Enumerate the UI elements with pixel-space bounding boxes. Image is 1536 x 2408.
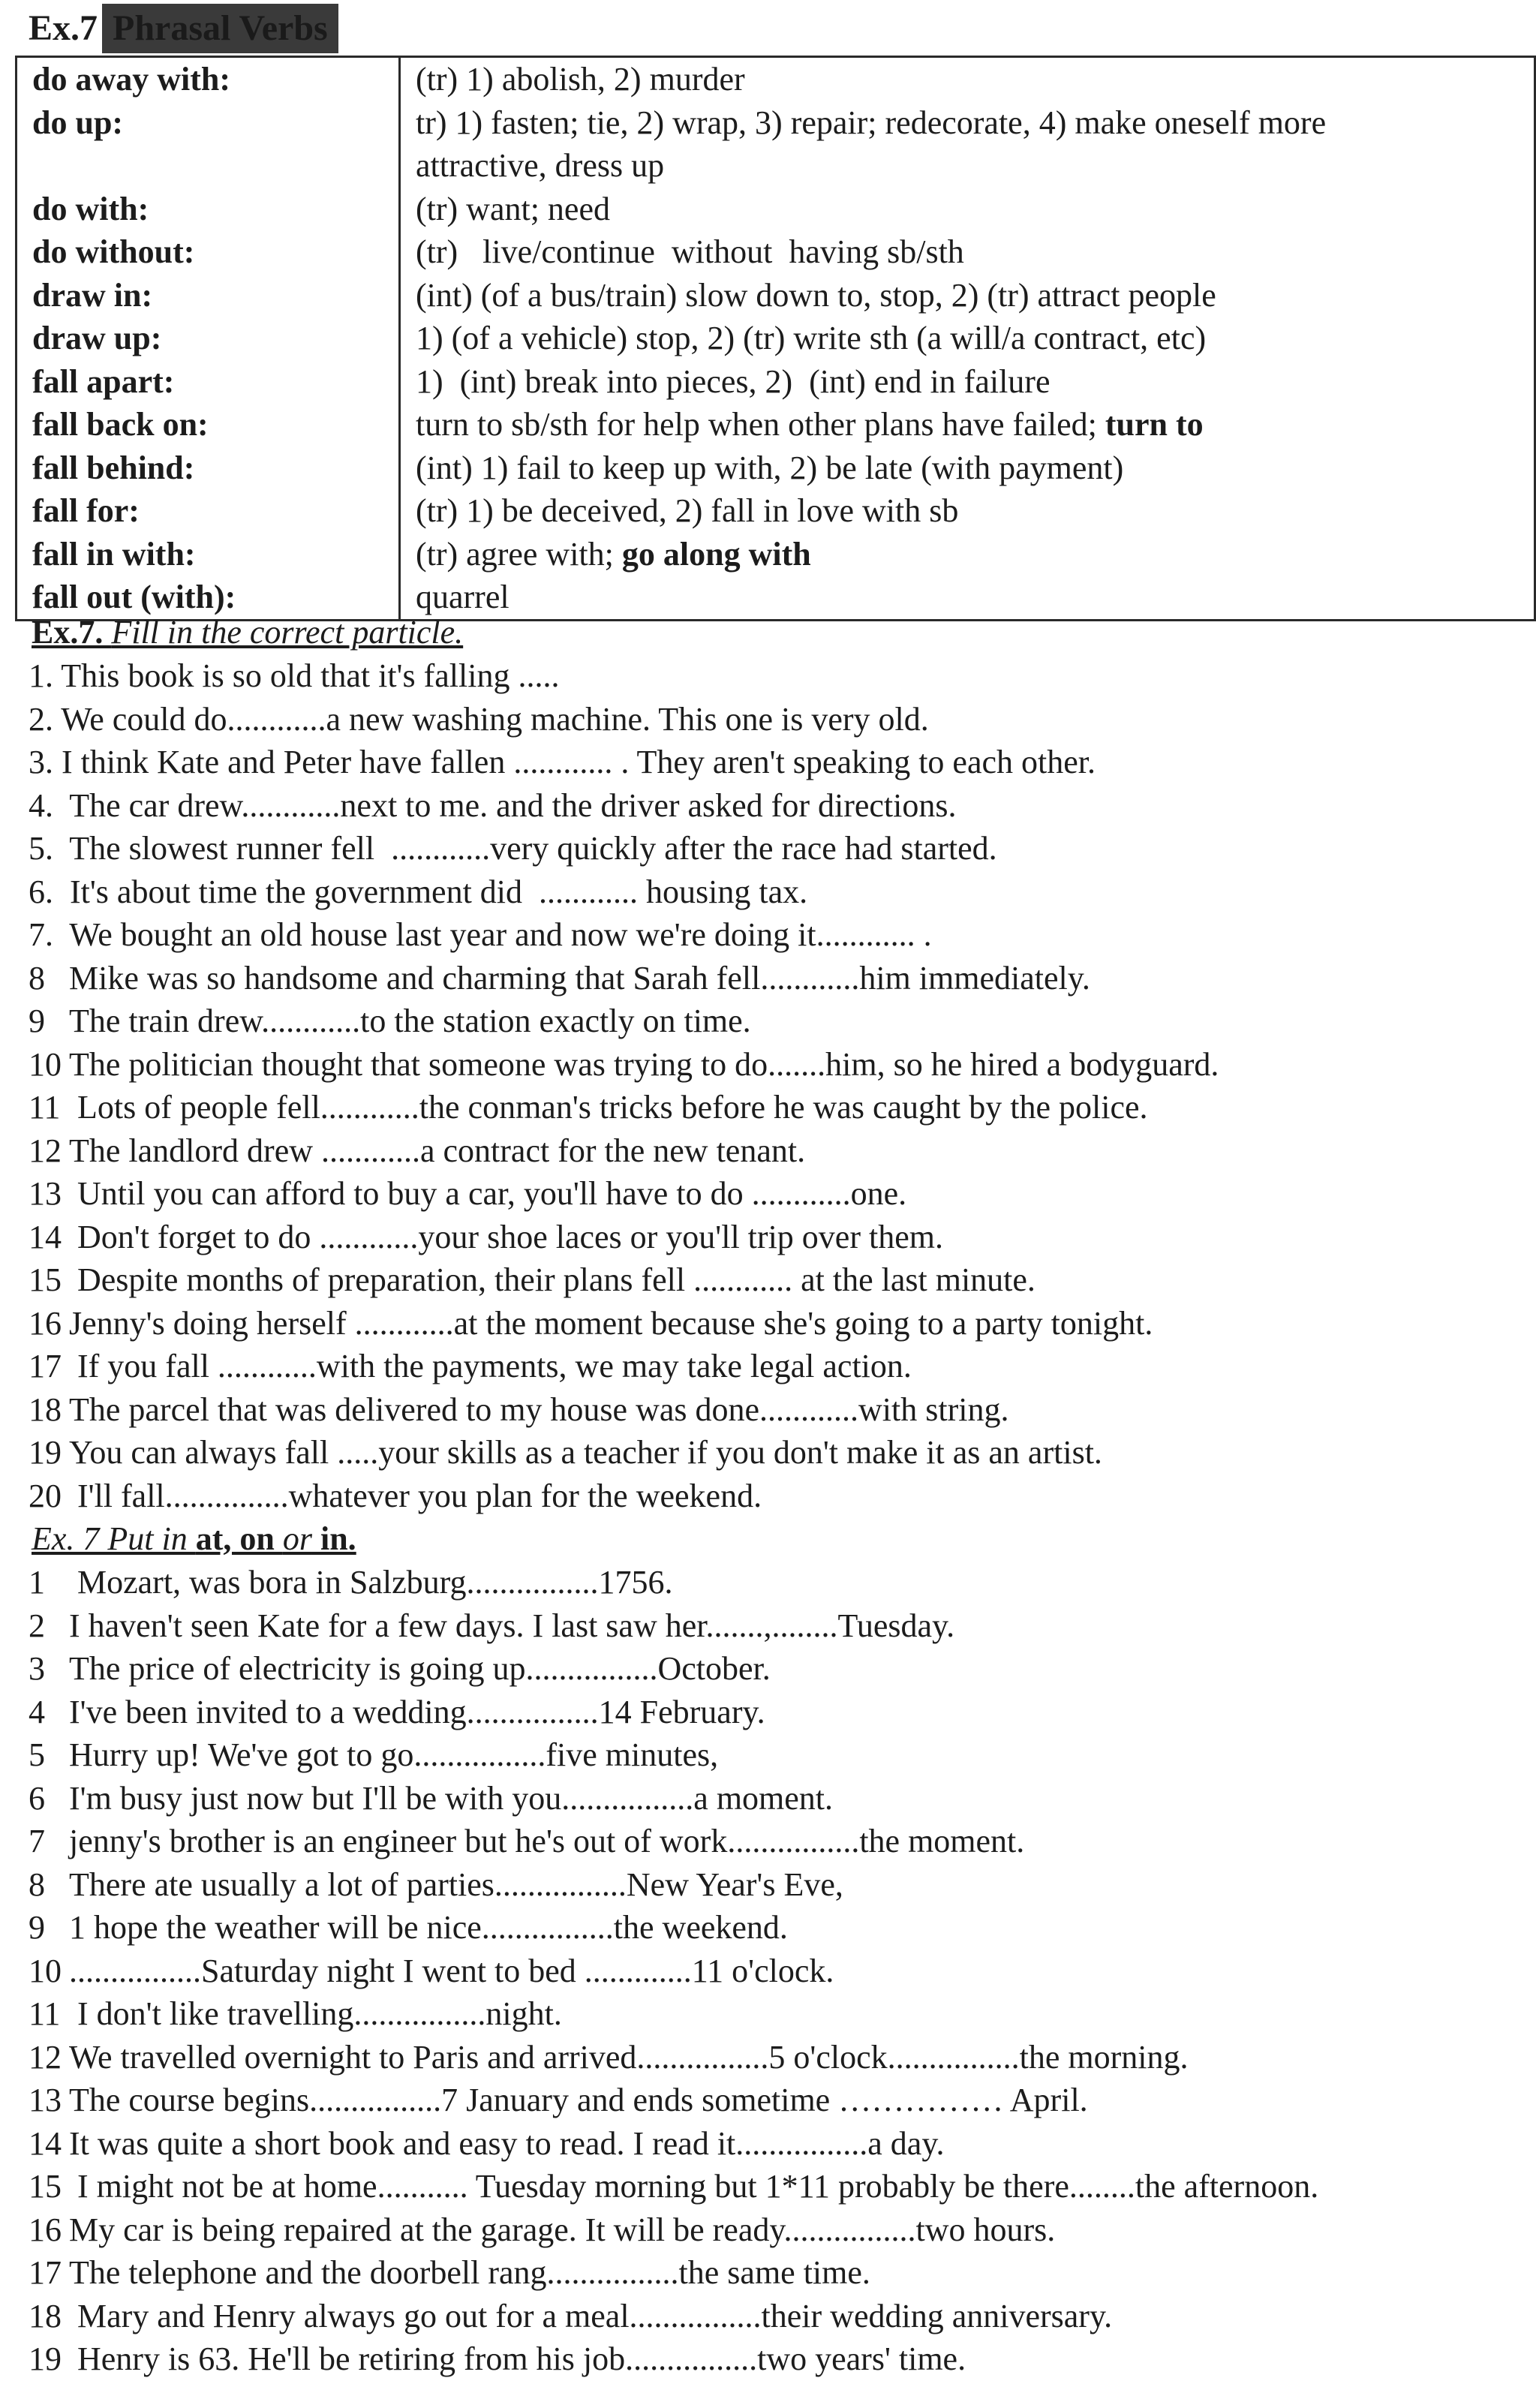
item-sentence: Mozart, was bora in Salzburg................1756. — [69, 1564, 673, 1601]
item-sentence: I might not be at home........... Tuesday morning but 1*11 probably be there........the afternoon. — [69, 2168, 1319, 2205]
verb-term: do away with: — [32, 61, 231, 98]
item-number: 3 — [29, 1650, 45, 1687]
item-sentence: Don't forget to do ............your shoe laces or you'll trip over them. — [69, 1218, 943, 1255]
item-number: 13 — [29, 1175, 62, 1212]
verb-definition-line — [416, 489, 1534, 533]
item-sentence: It was quite a short book and easy to read. I read it................a day. — [69, 2124, 945, 2162]
item-number: 16 — [29, 1304, 62, 1342]
item-sentence: You can always fall .....your skills as a teacher if you don't make it as an artist. — [69, 1434, 1102, 1471]
verb-definition-line — [416, 533, 1534, 576]
item-sentence: There ate usually a lot of parties................New Year's Eve, — [69, 1865, 843, 1903]
verb-term: fall out (with): — [32, 579, 236, 615]
item-sentence: The telephone and the doorbell rang................the same time. — [69, 2254, 870, 2291]
list-item — [29, 957, 1529, 1000]
verb-definition-line — [416, 576, 1534, 619]
list-item — [29, 1302, 1529, 1345]
verb-term: fall apart: — [32, 362, 175, 400]
item-sentence: jenny's brother is an engineer but he's out of work................the moment. — [69, 1823, 1025, 1859]
verb-term: fall behind: — [32, 449, 195, 486]
item-sentence: I've been invited to a wedding................14 February. — [69, 1693, 765, 1730]
definition-text: (tr) agree with; — [416, 535, 622, 573]
verb-term: fall in with: — [32, 535, 196, 573]
definition-text: turn to sb/sth for help when other plans have failed; — [416, 406, 1105, 443]
page-heading — [29, 3, 338, 54]
verb-definition-line — [416, 446, 1534, 490]
list-item — [29, 698, 1529, 741]
item-number: 15 — [29, 2168, 62, 2205]
item-number: 10 — [29, 1045, 62, 1083]
list-item — [29, 2165, 1529, 2208]
verb-term: do with: — [32, 190, 149, 227]
definition-text: 1) (int) break into pieces, 2) (int) end in failure — [416, 362, 1051, 400]
exercise-2-title-bold: at, on — [195, 1520, 283, 1557]
definition-text: quarrel — [416, 579, 509, 615]
item-number: 11 — [29, 1089, 61, 1126]
list-item — [29, 1000, 1529, 1043]
list-item — [29, 1604, 1529, 1648]
definition-text: (int) 1) fail to keep up with, 2) be late (with payment) — [416, 449, 1124, 486]
item-sentence: 6. It's about time the government did ............ housing tax. — [29, 873, 808, 910]
verb-definition-line — [416, 274, 1534, 317]
item-number: 6 — [29, 1779, 45, 1817]
list-item — [29, 1043, 1529, 1087]
item-number: 13 — [29, 2082, 62, 2118]
item-number: 8 — [29, 1865, 45, 1903]
item-number: 15 — [29, 1261, 62, 1298]
item-number: 9 — [29, 1909, 45, 1946]
item-sentence: Lots of people fell............the conman's tricks before he was caught by the police. — [69, 1089, 1148, 1126]
list-item — [29, 870, 1529, 914]
item-number: 19 — [29, 2340, 62, 2377]
item-number: 18 — [29, 1390, 62, 1428]
item-sentence: 5. The slowest runner fell ............very quickly after the race had started. — [29, 830, 997, 867]
item-sentence: Mike was so handsome and charming that Sarah fell............him immediately. — [69, 959, 1090, 997]
verb-term: fall for: — [32, 492, 140, 529]
heading-banner: Phrasal Verbs — [102, 4, 338, 53]
item-number: 11 — [29, 1995, 61, 2032]
verb-definition-line — [416, 230, 1534, 274]
definition-text: 1) (of a vehicle) stop, 2) (tr) write sth (a will/a contract, etc) — [416, 320, 1207, 356]
exercise-1-title — [32, 611, 463, 654]
item-number: 8 — [29, 959, 45, 997]
list-item — [29, 827, 1529, 870]
item-sentence: Despite months of preparation, their plans fell ............ at the last minute. — [69, 1261, 1036, 1298]
list-item — [29, 1992, 1529, 2036]
item-sentence: 1 hope the weather will be nice................the weekend. — [69, 1909, 788, 1946]
item-number: 4 — [29, 1693, 45, 1730]
verb-definition-line — [416, 58, 1534, 101]
item-number: 18 — [29, 2297, 62, 2334]
verb-term: fall back on: — [32, 406, 209, 443]
list-item — [29, 2295, 1529, 2338]
definition-text: (tr) live/continue without having sb/sth — [416, 233, 964, 270]
item-sentence: The landlord drew ............a contract for the new tenant. — [69, 1132, 806, 1169]
list-item — [29, 1216, 1529, 1259]
verb-definition-line — [416, 188, 1534, 231]
definition-text: (tr) want; need — [416, 190, 610, 227]
item-sentence: 7. We bought an old house last year and now we're doing it............ . — [29, 916, 932, 953]
item-sentence: Until you can afford to buy a car, you'll have to do ............one. — [69, 1175, 907, 1212]
item-sentence: The price of electricity is going up................October. — [69, 1650, 771, 1687]
item-sentence: I haven't seen Kate for a few days. I last saw her.......,........Tuesday. — [69, 1607, 955, 1644]
definitions-column — [400, 57, 1535, 621]
verb-definition-line — [416, 101, 1534, 145]
exercise-2-title-prefix: Ex. 7 Put in — [32, 1520, 196, 1557]
exercise-2-title-or: or — [282, 1520, 312, 1557]
item-sentence: The politician thought that someone was trying to do.......him, so he hired a bodyguard. — [69, 1045, 1219, 1083]
phrasal-verbs-table — [15, 56, 1536, 621]
list-item — [29, 1777, 1529, 1820]
item-sentence: Henry is 63. He'll be retiring from his job................two years' time. — [69, 2340, 966, 2377]
list-item — [29, 1172, 1529, 1216]
exercise-1-list — [29, 654, 1529, 1517]
list-item — [29, 784, 1529, 828]
verb-term: do up: — [32, 104, 124, 141]
list-item — [29, 1431, 1529, 1475]
item-number: 9 — [29, 1003, 45, 1039]
item-number: 12 — [29, 1132, 62, 1169]
definition-text: (tr) 1) abolish, 2) murder — [416, 61, 745, 98]
exercise-2-list — [29, 1561, 1529, 2381]
list-item — [29, 654, 1529, 698]
item-number: 12 — [29, 2038, 62, 2076]
item-number: 1 — [29, 1564, 45, 1601]
list-item — [29, 2251, 1529, 2295]
verb-definition-line — [416, 317, 1534, 360]
exercise-1-title-prefix: Ex.7. — [32, 614, 112, 651]
list-item — [29, 1950, 1529, 1993]
list-item — [29, 2208, 1529, 2252]
verb-term: do without: — [32, 233, 195, 270]
list-item — [29, 1647, 1529, 1691]
exercise-label: Ex.7 — [29, 8, 98, 49]
definition-text: attractive, dress up — [416, 147, 665, 184]
item-number: 17 — [29, 2254, 62, 2291]
exercise-2-title — [32, 1517, 356, 1561]
list-item — [29, 1906, 1529, 1950]
list-item — [29, 2337, 1529, 2381]
item-sentence: We travelled overnight to Paris and arrived................5 o'clock................the morning. — [69, 2038, 1189, 2076]
item-number: 14 — [29, 1218, 62, 1255]
list-item — [29, 741, 1529, 784]
definition-text: (int) (of a bus/train) slow down to, stop, 2) (tr) attract people — [416, 276, 1216, 314]
item-number: 10 — [29, 1952, 62, 1989]
item-number: 17 — [29, 1348, 62, 1384]
item-number: 5 — [29, 1736, 45, 1773]
item-number: 16 — [29, 2211, 62, 2248]
item-sentence: Mary and Henry always go out for a meal................their wedding anniversary. — [69, 2297, 1113, 2334]
list-item — [29, 1561, 1529, 1604]
item-sentence: The parcel that was delivered to my house was done............with string. — [69, 1390, 1009, 1428]
verb-definition-line — [416, 403, 1534, 446]
table-row — [17, 57, 1535, 621]
terms-column — [17, 57, 400, 621]
list-item — [29, 1733, 1529, 1777]
item-sentence: 2. We could do............a new washing machine. This one is very old. — [29, 700, 929, 738]
item-sentence: My car is being repaired at the garage. It will be ready................two hours. — [69, 2211, 1056, 2248]
item-sentence: I'm busy just now but I'll be with you................a moment. — [69, 1779, 834, 1817]
item-sentence: I'll fall...............whatever you plan for the weekend. — [69, 1477, 762, 1514]
item-number: 2 — [29, 1607, 45, 1644]
list-item — [29, 1691, 1529, 1734]
item-number: 7 — [29, 1823, 45, 1859]
item-sentence: Hurry up! We've got to go................five minutes, — [69, 1736, 719, 1773]
item-number: 20 — [29, 1477, 62, 1514]
definition-text: (tr) 1) be deceived, 2) fall in love with sb — [416, 492, 959, 529]
item-sentence: 1. This book is so old that it's falling ..... — [29, 657, 560, 694]
item-sentence: If you fall ............with the payments, we may take legal action. — [69, 1348, 912, 1384]
list-item — [29, 1820, 1529, 1863]
verb-definition-line — [416, 360, 1534, 404]
list-item — [29, 2036, 1529, 2079]
list-item — [29, 913, 1529, 957]
list-item — [29, 1475, 1529, 1518]
list-item — [29, 1863, 1529, 1907]
list-item — [29, 1345, 1529, 1388]
item-sentence: Jenny's doing herself ............at the moment because she's going to a party tonight. — [69, 1304, 1153, 1342]
item-sentence: I don't like travelling................night. — [69, 1995, 562, 2032]
item-sentence: ................Saturday night I went to bed .............11 o'clock. — [69, 1952, 834, 1989]
list-item — [29, 1086, 1529, 1129]
definition-text: tr) 1) fasten; tie, 2) wrap, 3) repair; redecorate, 4) make oneself more — [416, 104, 1327, 141]
list-item — [29, 1129, 1529, 1173]
definition-synonym: turn to — [1105, 406, 1204, 443]
list-item — [29, 2079, 1529, 2122]
item-sentence: 4. The car drew............next to me. and the driver asked for directions. — [29, 786, 957, 824]
list-item — [29, 1388, 1529, 1432]
exercise-1-title-instruction: Fill in the correct particle. — [111, 614, 464, 651]
item-number: 19 — [29, 1434, 62, 1471]
verb-term: draw in: — [32, 276, 153, 314]
definition-synonym: go along with — [621, 535, 811, 573]
list-item — [29, 2122, 1529, 2166]
verb-term: draw up: — [32, 320, 162, 356]
item-sentence: 3. I think Kate and Peter have fallen ............ . They aren't speaking to each other. — [29, 744, 1096, 780]
item-number: 14 — [29, 2124, 62, 2162]
exercise-2-title-in: in. — [311, 1520, 356, 1557]
item-sentence: The course begins................7 January and ends sometime …………… April. — [69, 2082, 1088, 2118]
list-item — [29, 1258, 1529, 1302]
item-sentence: The train drew............to the station exactly on time. — [69, 1003, 751, 1039]
verb-definition-line — [416, 144, 1534, 188]
